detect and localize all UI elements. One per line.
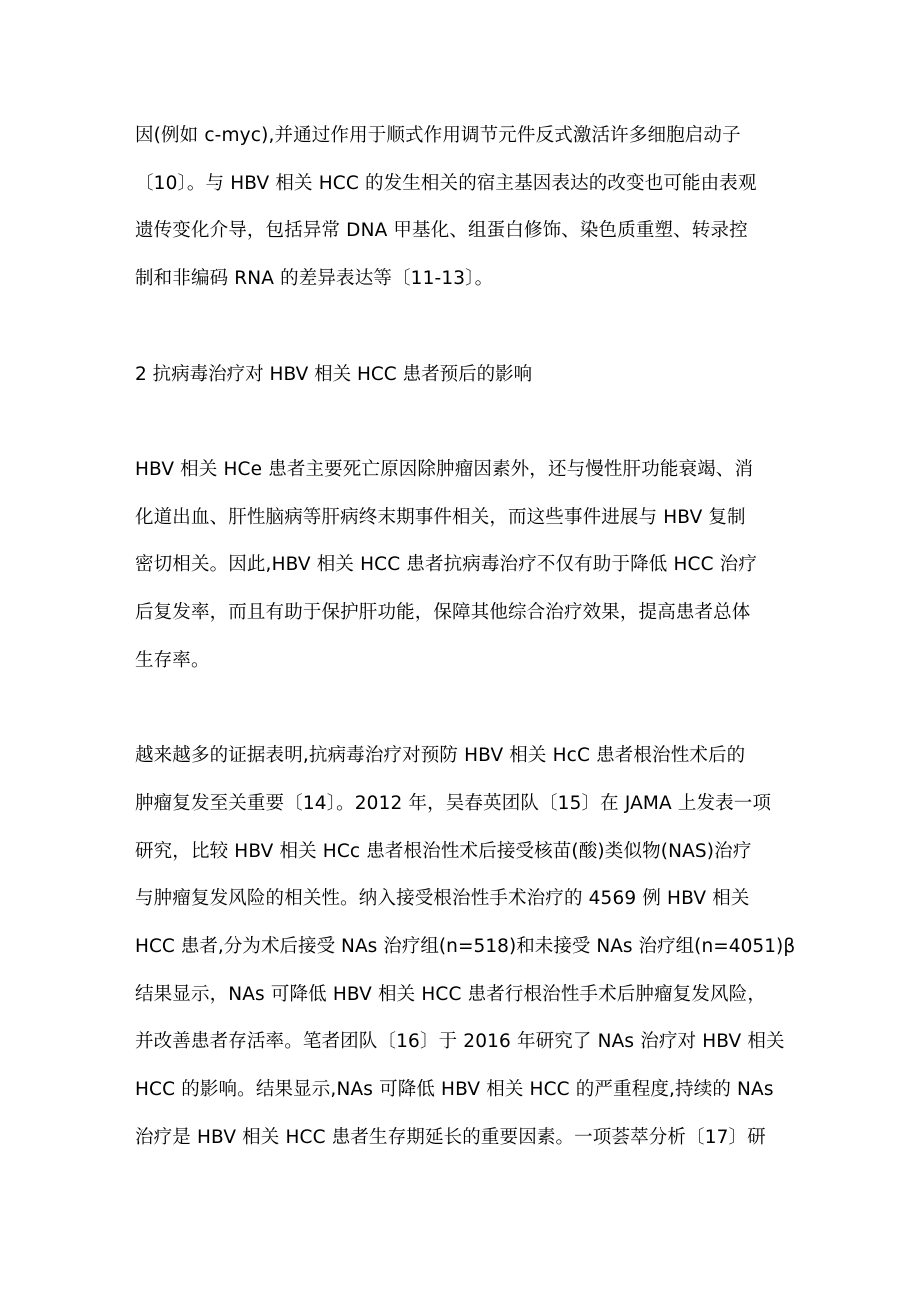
text-line: HCC 患者,分为术后接受 NAs 治疗组(n=518)和未接受 NAs 治疗组(n=4051)β xyxy=(135,935,796,957)
paragraph-1 xyxy=(135,112,795,303)
text-line: 与肿瘤复发风险的相关性。纳入接受根治性手术治疗的 4569 例 HBV 相关 xyxy=(135,888,750,910)
text-line: HCC 的影响。结果显示,NAs 可降低 HBV 相关 HCC 的严重程度,持续的 NAs xyxy=(135,1079,774,1101)
text-line: 结果显示，NAs 可降低 HBV 相关 HCC 患者行根治性手术后肿瘤复发风险， xyxy=(135,983,766,1005)
paragraph-2 xyxy=(135,446,795,685)
text-line: 后复发率，而且有助于保护肝功能，保障其他综合治疗效果，提高患者总体 xyxy=(135,602,751,623)
text-line: 遗传变化介导，包括异常 DNA 甲基化、组蛋白修饰、染色质重塑、转录控 xyxy=(135,220,748,242)
text-line: 越来越多的证据表明,抗病毒治疗对预防 HBV 相关 HcC 患者根治性术后的 xyxy=(135,745,746,767)
document-page xyxy=(135,112,795,1161)
text-line: 〔10〕。与 HBV 相关 HCC 的发生相关的宿主基因表达的改变也可能由表观 xyxy=(135,172,757,194)
text-line: 并改善患者存活率。笔者团队〔16〕于 2016 年研究了 NAs 治疗对 HBV 相关 xyxy=(135,1031,785,1053)
paragraph-3 xyxy=(135,732,795,1161)
text-line: 治疗是 HBV 相关 HCC 患者生存期延长的重要因素。一项荟萃分析〔17〕研 xyxy=(135,1126,766,1148)
text-line: 生存率。 xyxy=(135,649,210,671)
text-line: HBV 相关 HCe 患者主要死亡原因除肿瘤因素外，还与慢性肝功能衰竭、消 xyxy=(135,458,754,480)
text-line: 化道出血、肝性脑病等肝病终末期事件相关，而这些事件进展与 HBV 复制 xyxy=(135,506,746,528)
text-line: 制和非编码 RNA 的差异表达等〔11-13〕。 xyxy=(135,268,494,290)
text-line: 肿瘤复发至关重要〔14〕。2012 年，吴春英团队〔15〕在 JAMA 上发表一项 xyxy=(135,792,772,814)
section-heading: 2 抗病毒治疗对 HBV 相关 HCC 患者预后的影响 xyxy=(135,363,533,385)
text-line: 因(例如 c-myc),并通过作用于顺式作用调节元件反式激活许多细胞启动子 xyxy=(135,125,741,146)
text-line: 研究，比较 HBV 相关 HCc 患者根治性术后接受核苗(酸)类似物(NAS)治疗 xyxy=(135,840,752,862)
text-line: 密切相关。因此,HBV 相关 HCC 患者抗病毒治疗不仅有助于降低 HCC 治疗 xyxy=(135,554,757,576)
